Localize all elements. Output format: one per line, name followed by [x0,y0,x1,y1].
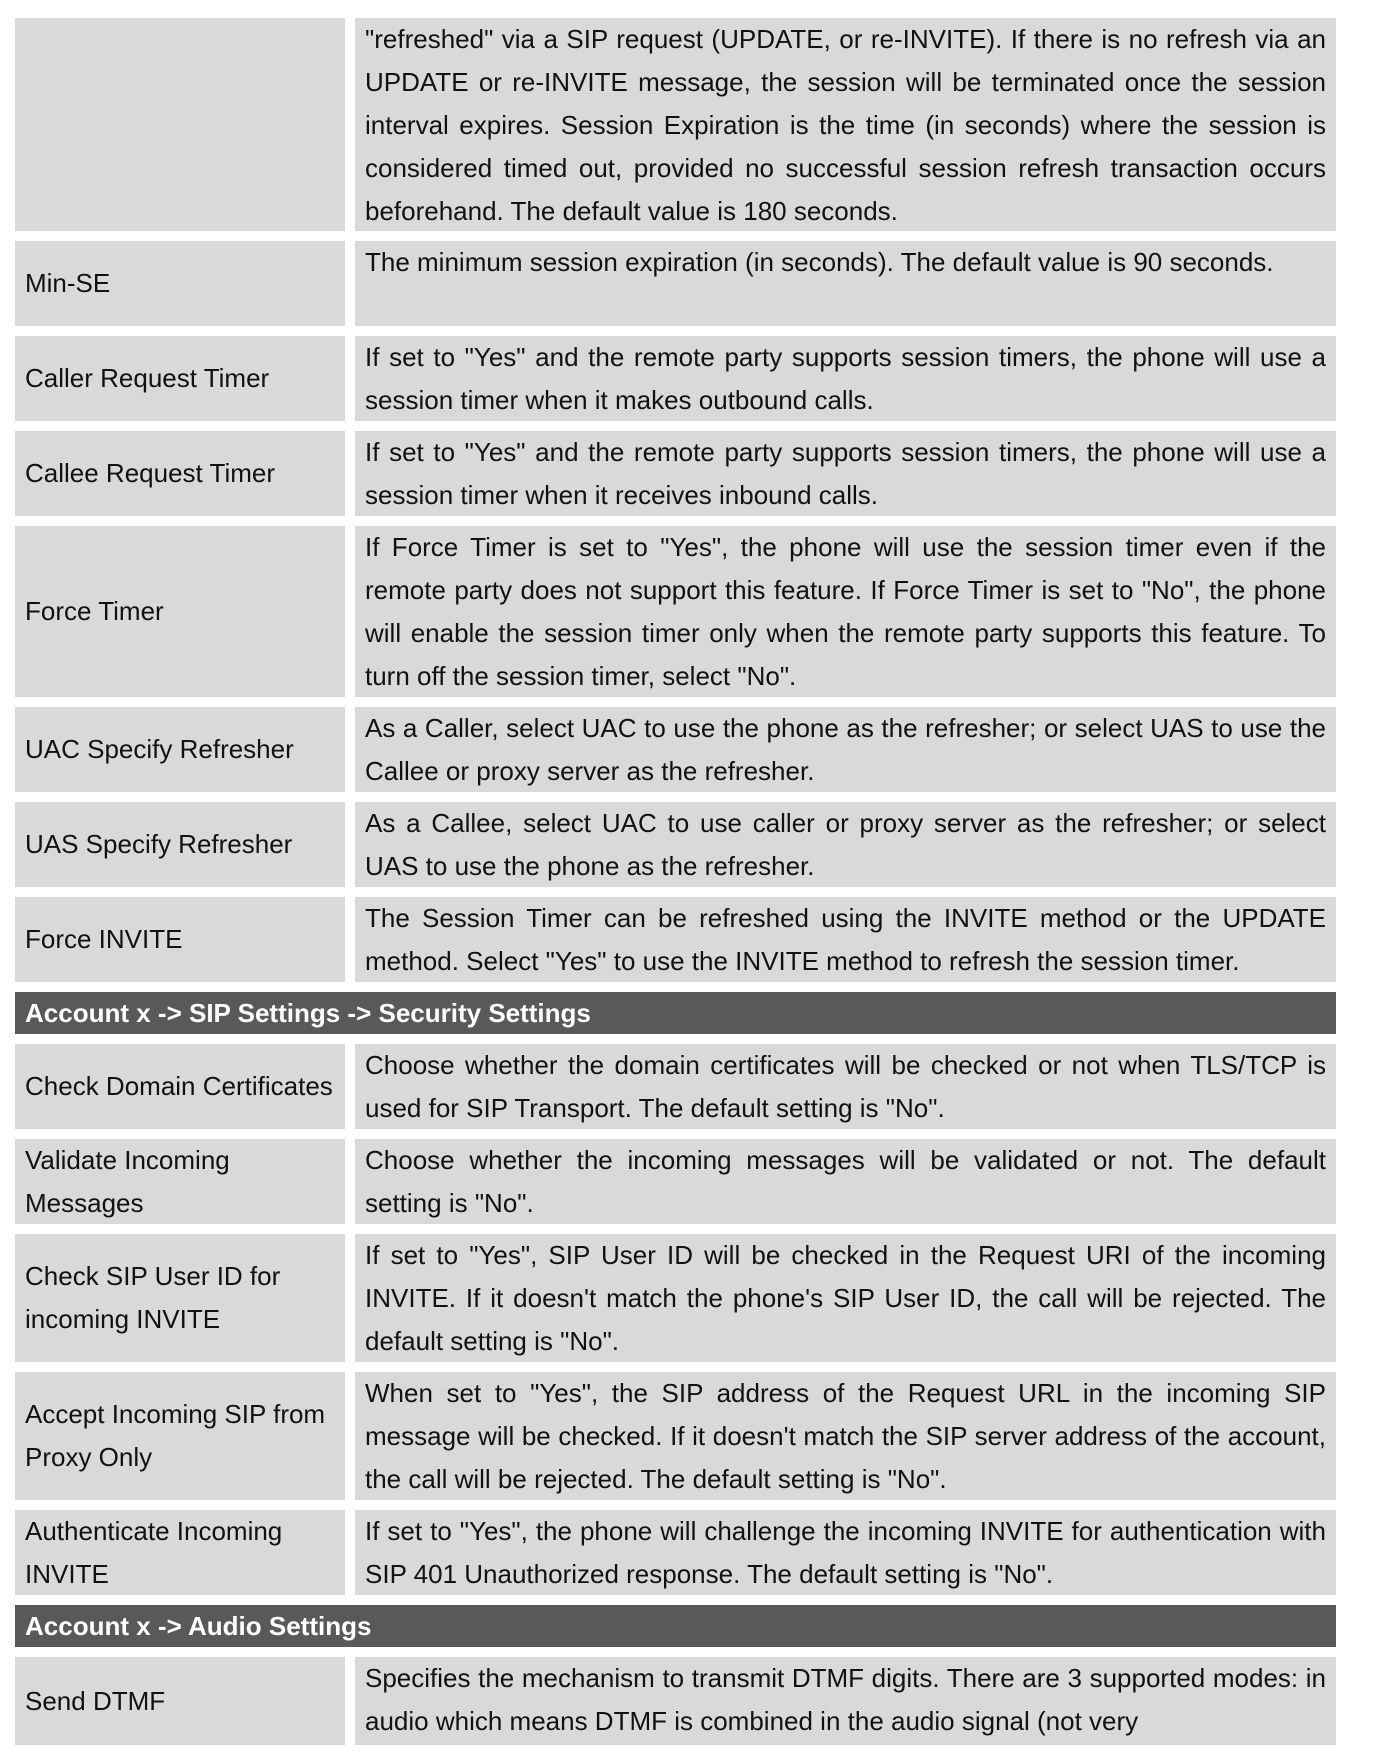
setting-label: UAS Specify Refresher [15,802,345,887]
table-row [15,1372,1336,1500]
setting-description: Specifies the mechanism to transmit DTMF digits. There are 3 supported modes: in audio which means DTMF is combined in the audio signal (not very [355,1657,1336,1745]
setting-description: If set to "Yes" and the remote party supports session timers, the phone will use a session timer when it receives inbound calls. [355,431,1336,516]
table-row [15,1234,1336,1362]
setting-label: Caller Request Timer [15,336,345,421]
setting-description: Choose whether the domain certificates will be checked or not when TLS/TCP is used for SIP Transport. The default setting is "No". [355,1044,1336,1129]
table-row [15,1044,1336,1129]
setting-description: Choose whether the incoming messages will be validated or not. The default setting is "No". [355,1139,1336,1224]
setting-description: As a Caller, select UAC to use the phone as the refresher; or select UAS to use the Callee or proxy server as the refresher. [355,707,1336,792]
setting-label: Check Domain Certificates [15,1044,345,1129]
setting-description: "refreshed" via a SIP request (UPDATE, or re-INVITE). If there is no refresh via an UPDATE or re-INVITE message, the session will be terminated once the session interval expires. Session Expiration is the time (in seconds) where the session is considered timed out, provided no successful session refresh transaction occurs beforehand. The default value is 180 seconds. [355,18,1336,231]
section-header-security-settings: Account x -> SIP Settings -> Security Settings [15,992,1336,1034]
table-row [15,18,1336,231]
table-row [15,336,1336,421]
table-row [15,707,1336,792]
setting-description: If set to "Yes", the phone will challenge the incoming INVITE for authentication with SIP 401 Unauthorized response. The default setting is "No". [355,1510,1336,1595]
setting-label: Accept Incoming SIP from Proxy Only [15,1372,345,1500]
setting-label: Force INVITE [15,897,345,982]
setting-label: Min-SE [15,241,345,326]
setting-label [15,18,345,231]
table-row [15,1657,1336,1745]
table-row [15,1139,1336,1224]
table-row [15,897,1336,982]
setting-description: The minimum session expiration (in seconds). The default value is 90 seconds. [355,241,1336,326]
table-row [15,526,1336,697]
setting-label: Authenticate Incoming INVITE [15,1510,345,1595]
settings-table [15,18,1336,1755]
setting-label: Send DTMF [15,1657,345,1745]
setting-label: Callee Request Timer [15,431,345,516]
setting-description: If Force Timer is set to "Yes", the phone will use the session timer even if the remote party does not support this feature. If Force Timer is set to "No", the phone will enable the session timer only when the remote party supports this feature. To turn off the session timer, select "No". [355,526,1336,697]
setting-description: As a Callee, select UAC to use caller or proxy server as the refresher; or select UAS to use the phone as the refresher. [355,802,1336,887]
setting-description: The Session Timer can be refreshed using the INVITE method or the UPDATE method. Select "Yes" to use the INVITE method to refresh the session timer. [355,897,1336,982]
table-row [15,1510,1336,1595]
setting-description: When set to "Yes", the SIP address of the Request URL in the incoming SIP message will be checked. If it doesn't match the SIP server address of the account, the call will be rejected. The default setting is "No". [355,1372,1336,1500]
setting-description: If set to "Yes", SIP User ID will be checked in the Request URI of the incoming INVITE. If it doesn't match the phone's SIP User ID, the call will be rejected. The default setting is "No". [355,1234,1336,1362]
setting-label: Validate Incoming Messages [15,1139,345,1224]
setting-label: Force Timer [15,526,345,697]
setting-label: UAC Specify Refresher [15,707,345,792]
table-row [15,802,1336,887]
setting-label: Check SIP User ID for incoming INVITE [15,1234,345,1362]
table-row [15,431,1336,516]
table-row [15,241,1336,326]
section-header-audio-settings: Account x -> Audio Settings [15,1605,1336,1647]
setting-description: If set to "Yes" and the remote party supports session timers, the phone will use a session timer when it makes outbound calls. [355,336,1336,421]
